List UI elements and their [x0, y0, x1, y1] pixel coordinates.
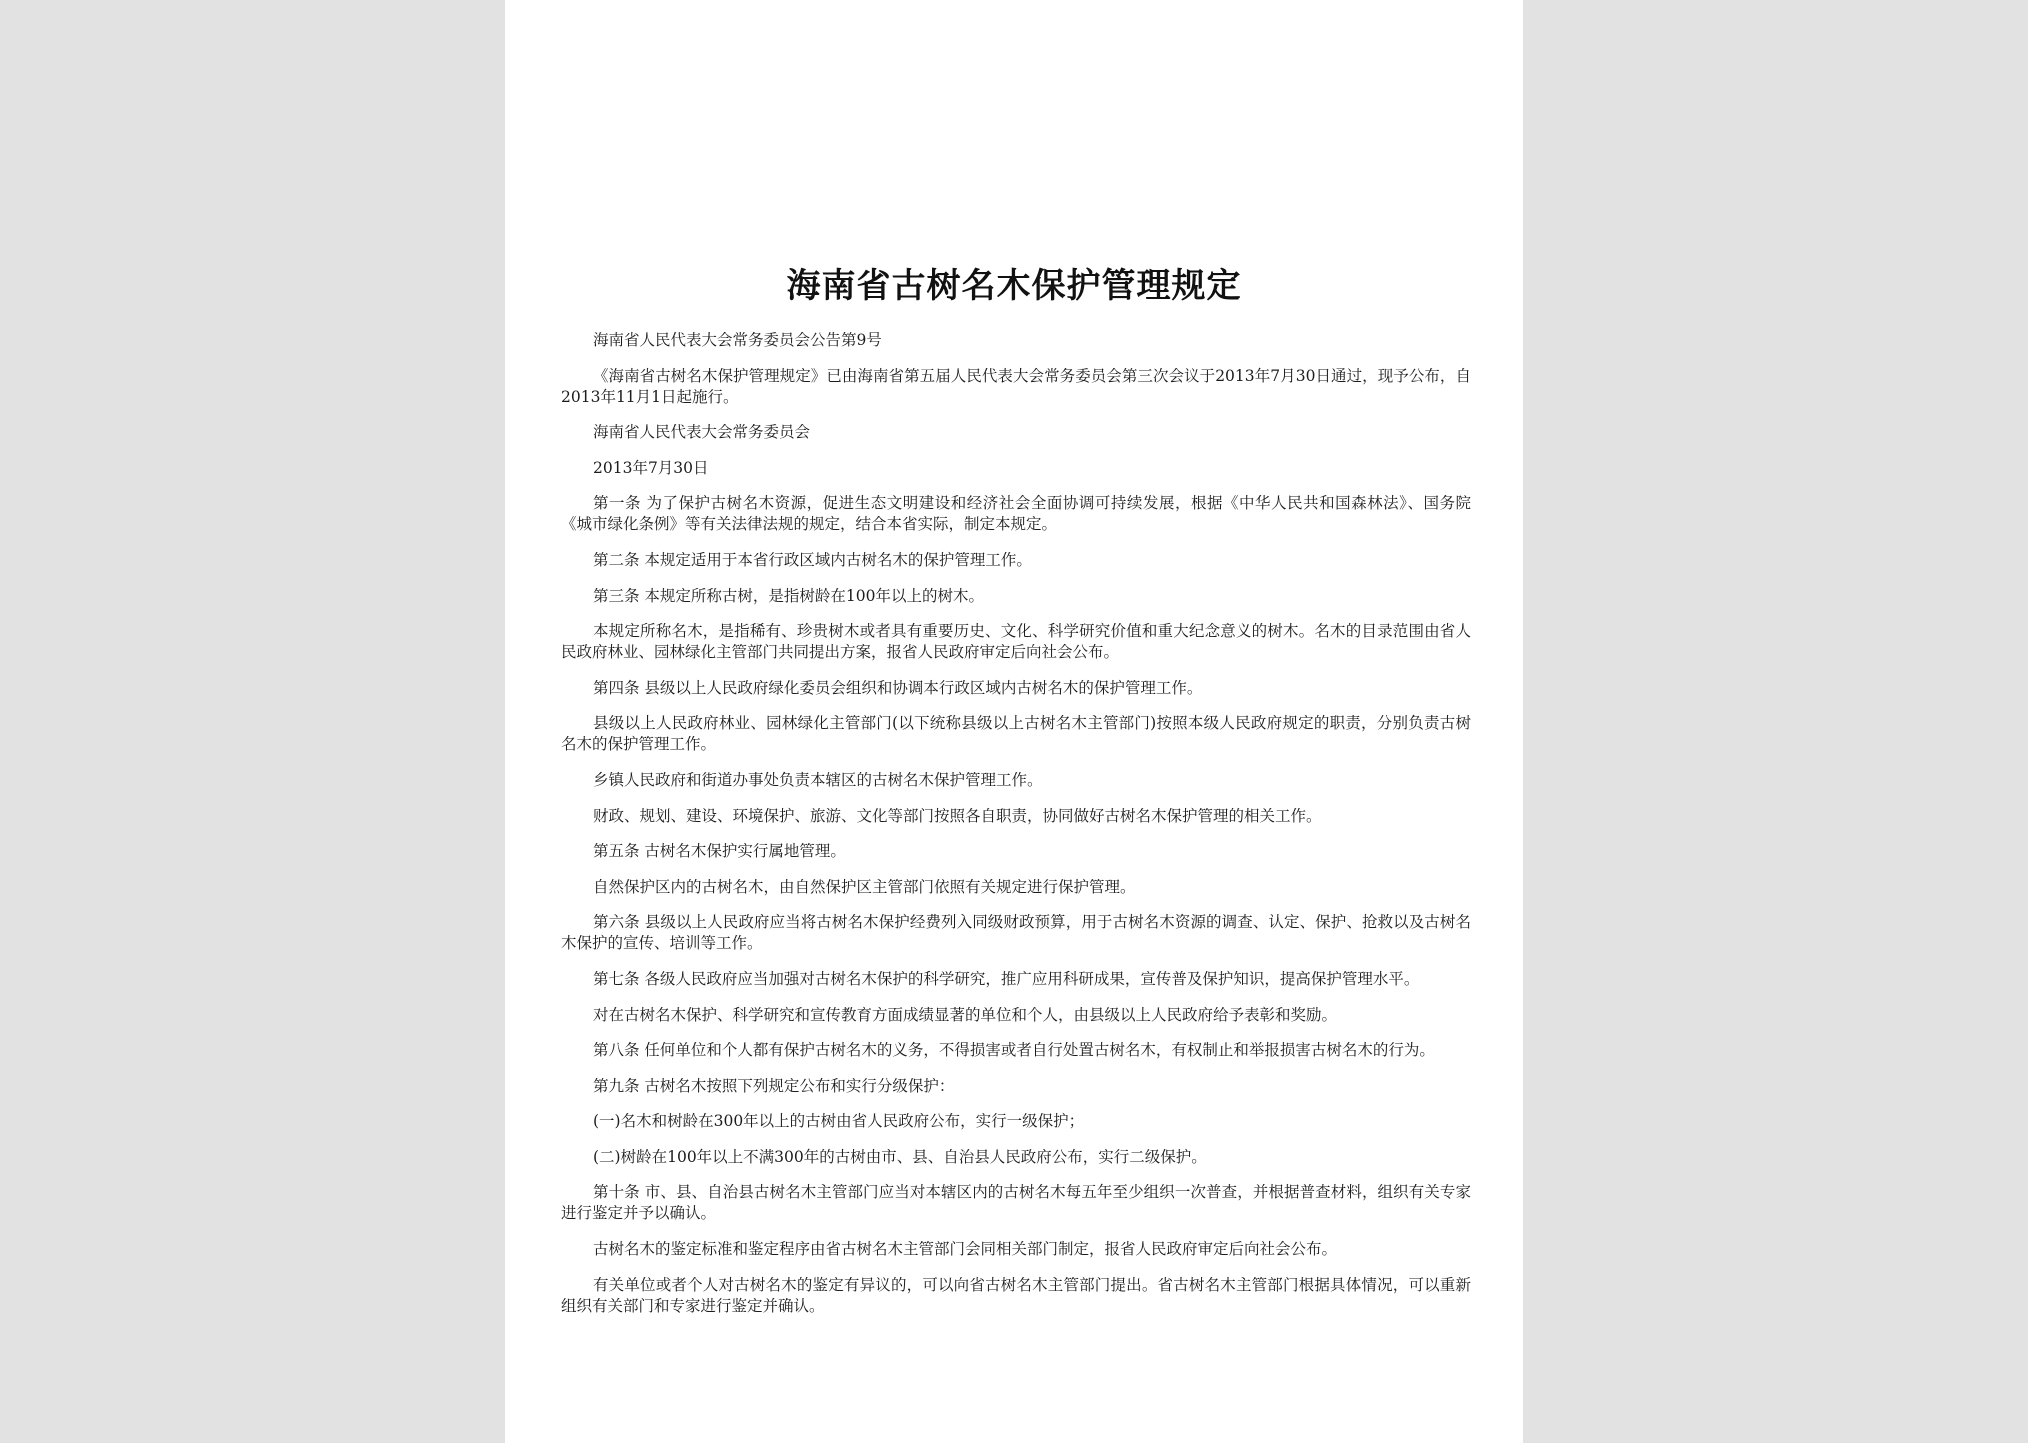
announcement-text: 《海南省古树名木保护管理规定》已由海南省第五届人民代表大会常务委员会第三次会议于2013年7月30日通过，现予公布，自2013年11月1日起施行。	[561, 366, 1471, 406]
article-paragraph: 第十条 市、县、自治县古树名木主管部门应当对本辖区内的古树名木每五年至少组织一次普查，并根据普查材料，组织有关专家进行鉴定并予以确认。	[561, 1183, 1471, 1223]
list-item: (二)树龄在100年以上不满300年的古树由市、县、自治县人民政府公布，实行二级保护。	[593, 1147, 1207, 1166]
issuer-line: 海南省人民代表大会常务委员会	[593, 423, 811, 442]
article-paragraph: 第四条 县级以上人民政府绿化委员会组织和协调本行政区域内古树名木的保护管理工作。	[593, 678, 1203, 697]
article-paragraph: 县级以上人民政府林业、园林绿化主管部门(以下统称县级以上古树名木主管部门)按照本级人民政府规定的职责，分别负责古树名木的保护管理工作。	[561, 714, 1471, 754]
article-paragraph: 第八条 任何单位和个人都有保护古树名木的义务，不得损害或者自行处置古树名木，有权制止和举报损害古树名木的行为。	[593, 1041, 1435, 1060]
article-paragraph: 本规定所称名木，是指稀有、珍贵树木或者具有重要历史、文化、科学研究价值和重大纪念意义的树木。名木的目录范围由省人民政府林业、园林绿化主管部门共同提出方案，报省人民政府审定后向社会公布。	[561, 622, 1471, 662]
article-paragraph: 有关单位或者个人对古树名木的鉴定有异议的，可以向省古树名木主管部门提出。省古树名木主管部门根据具体情况，可以重新组织有关部门和专家进行鉴定并确认。	[561, 1275, 1471, 1315]
article-paragraph: 第七条 各级人民政府应当加强对古树名木保护的科学研究，推广应用科研成果，宣传普及保护知识，提高保护管理水平。	[593, 969, 1420, 988]
document-page	[505, 0, 1523, 1443]
article-paragraph: 第六条 县级以上人民政府应当将古树名木保护经费列入同级财政预算，用于古树名木资源的调查、认定、保护、抢救以及古树名木保护的宣传、培训等工作。	[561, 913, 1471, 953]
article-paragraph: 第九条 古树名木按照下列规定公布和实行分级保护：	[593, 1076, 955, 1095]
article-paragraph: 古树名木的鉴定标准和鉴定程序由省古树名木主管部门会同相关部门制定，报省人民政府审定后向社会公布。	[593, 1240, 1338, 1259]
announcement-heading: 海南省人民代表大会常务委员会公告第9号	[593, 331, 882, 349]
article-paragraph: 第一条 为了保护古树名木资源，促进生态文明建设和经济社会全面协调可持续发展，根据《中华人民共和国森林法》、国务院《城市绿化条例》等有关法律法规的规定，结合本省实际，制定本规定。	[561, 494, 1471, 534]
article-paragraph: 第二条 本规定适用于本省行政区域内古树名木的保护管理工作。	[593, 550, 1032, 569]
article-paragraph: 自然保护区内的古树名木，由自然保护区主管部门依照有关规定进行保护管理。	[593, 877, 1136, 896]
article-paragraph: 财政、规划、建设、环境保护、旅游、文化等部门按照各自职责，协同做好古树名木保护管理的相关工作。	[593, 806, 1322, 825]
document-title: 海南省古树名木保护管理规定	[786, 266, 1242, 306]
article-paragraph: 对在古树名木保护、科学研究和宣传教育方面成绩显著的单位和个人，由县级以上人民政府给予表彰和奖励。	[593, 1005, 1338, 1024]
document-body	[561, 330, 1471, 1331]
article-paragraph: 第三条 本规定所称古树，是指树龄在100年以上的树木。	[593, 586, 985, 605]
list-item: (一)名木和树龄在300年以上的古树由省人民政府公布，实行一级保护；	[593, 1112, 1085, 1131]
article-paragraph: 第五条 古树名木保护实行属地管理。	[593, 842, 846, 861]
article-paragraph: 乡镇人民政府和街道办事处负责本辖区的古树名木保护管理工作。	[593, 770, 1043, 789]
date-line: 2013年7月30日	[593, 458, 709, 477]
